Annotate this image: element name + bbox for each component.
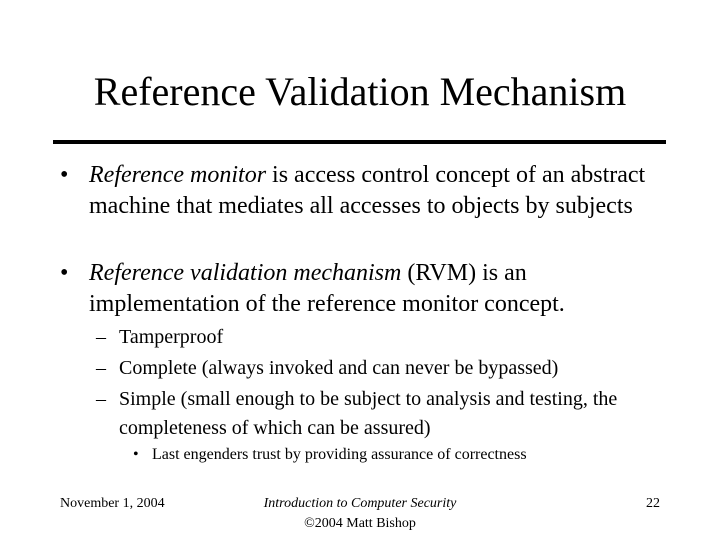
subbullet-tamperproof xyxy=(96,323,686,352)
footer-copyright: ©2004 Matt Bishop xyxy=(304,516,416,531)
footer-date: November 1, 2004 xyxy=(60,496,165,511)
subbullet-marker: – xyxy=(96,388,106,410)
bullet-text xyxy=(60,258,680,320)
subbullet-text: Tamperproof xyxy=(119,326,224,348)
footer-course-title: Introduction to Computer Security xyxy=(263,496,457,511)
bullet-marker: • xyxy=(60,162,69,188)
subbullet-marker: – xyxy=(96,357,106,379)
subsubbullet-marker: • xyxy=(133,446,139,463)
subsubbullet-text: Last engenders trust by providing assurance of correctness xyxy=(152,446,527,463)
subbullet-text: Simple (small enough to be subject to analysis and testing, the completeness of which can be assured) xyxy=(119,388,618,439)
subbullet-marker: – xyxy=(96,326,106,348)
bullet-body: is access control concept of an abstract machine that mediates all accesses to objects by subjects xyxy=(89,162,646,219)
bullet-term: Reference validation mechanism xyxy=(89,260,402,286)
title-divider xyxy=(53,140,666,144)
subbullet-text: Complete (always invoked and can never be bypassed) xyxy=(119,357,559,379)
bullet-body: (RVM) is an implementation of the reference monitor concept. xyxy=(89,260,565,317)
bullet-term: Reference monitor xyxy=(89,162,267,188)
subsubbullet-trust xyxy=(133,445,693,465)
page-number: 22 xyxy=(646,496,660,511)
bullet-rvm xyxy=(60,258,680,320)
subbullet-complete xyxy=(96,354,686,383)
slide-title: Reference Validation Mechanism xyxy=(93,69,627,114)
bullet-text xyxy=(60,160,680,222)
bullet-reference-monitor xyxy=(60,160,680,222)
footer-center xyxy=(220,494,500,534)
bullet-marker: • xyxy=(60,260,69,286)
subbullet-simple xyxy=(96,385,686,443)
